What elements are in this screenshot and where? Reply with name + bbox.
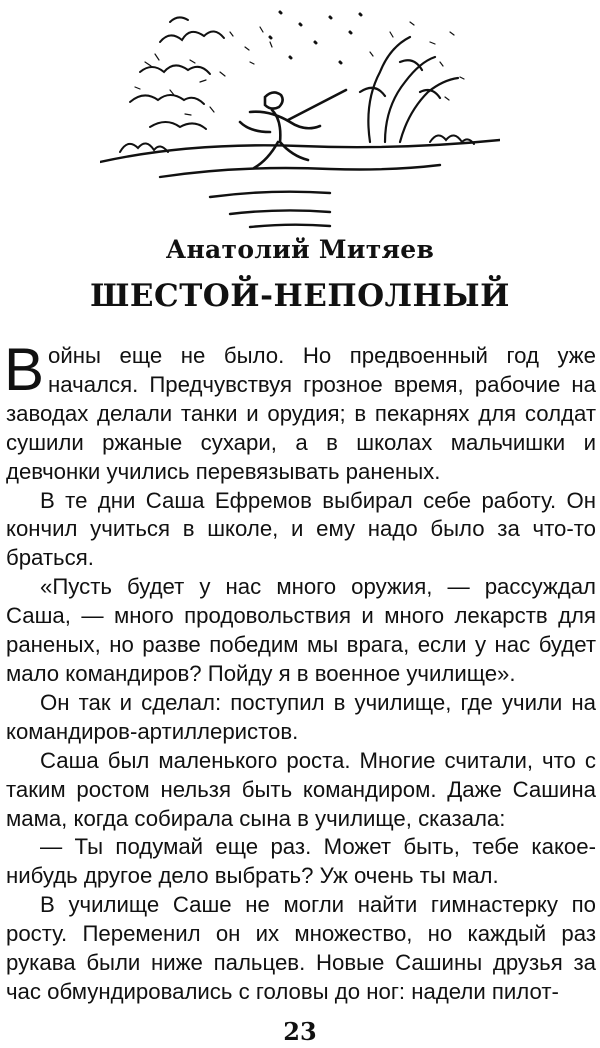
drop-cap: В bbox=[4, 336, 45, 403]
paragraph-3: «Пусть будет у нас много оружия, — рассуждал Саша, — много продовольствия и много лекарств для раненых, но разве победим мы врага, если у нас будет мало командиров? Пойду я в военное училище». bbox=[6, 574, 596, 686]
winter-battle-illustration bbox=[100, 2, 500, 232]
paragraph-2: В те дни Саша Ефремов выбирал себе работу. Он кончил учиться в школе, и ему надо было за что-то браться. bbox=[6, 487, 596, 571]
paragraph-6: — Ты подумай еще раз. Может быть, тебе какое-нибудь другое дело выбрать? Уж очень ты мал. bbox=[6, 834, 596, 889]
story-title: ШЕСТОЙ-НЕПОЛНЫЙ bbox=[90, 278, 510, 314]
story-text bbox=[4, 336, 596, 1007]
paragraph-1 bbox=[4, 336, 596, 487]
paragraph-7: В училище Саше не могли найти гимнастерку по росту. Переменил он их множество, но каждый раз рукава были ниже пальцев. Новые Сашины друзья за час обмундировались с головы до ног: надели пилот- bbox=[6, 892, 596, 1004]
paragraph-4: Он так и сделал: поступил в училище, где учили на командиров-артиллеристов. bbox=[6, 689, 596, 744]
winter-battle-soldier-illustration-icon bbox=[100, 2, 500, 232]
page-number: 23 bbox=[283, 1017, 317, 1046]
paragraph-1-text: ойны еще не было. Но предвоенный год уже начался. Предчувствуя грозное время, рабочие на заводах делали танки и орудия; в пекарнях для солдат сушили ржаные сухари, а в школах мальчишки и девчонки учились перевязывать раненых. bbox=[6, 343, 596, 484]
paragraph-5: Саша был маленького роста. Многие считали, что с таким ростом нельзя быть командиром. Даже Сашина мама, когда собирала сына в училище, сказала: bbox=[6, 747, 596, 831]
author-name: Анатолий Митяев bbox=[165, 235, 435, 264]
